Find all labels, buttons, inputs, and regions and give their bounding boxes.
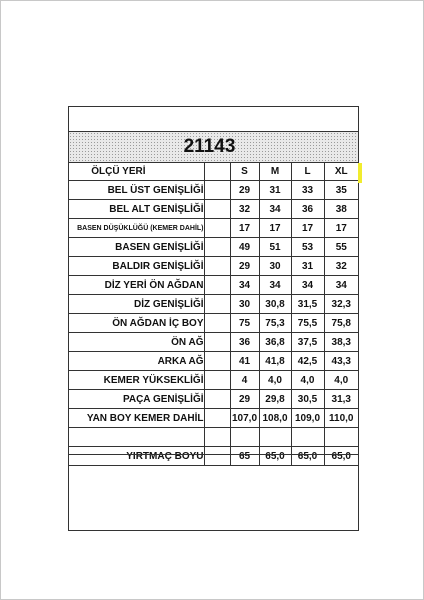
row-label: BEL ÜST GENİŞLİĞİ: [69, 181, 204, 200]
value-s: 29: [230, 257, 259, 276]
value-xl: 34: [324, 276, 358, 295]
value-l: 30,5: [291, 390, 324, 409]
value-s: 41: [230, 352, 259, 371]
empty-cell: [204, 371, 230, 390]
value-l: 109,0: [291, 409, 324, 428]
table-row: [69, 181, 358, 200]
value-l: 53: [291, 238, 324, 257]
table-header-row: [69, 162, 358, 181]
empty-cell: [204, 333, 230, 352]
table-row: [69, 276, 358, 295]
value-xl: 110,0: [324, 409, 358, 428]
row-label: YIRTMAÇ BOYU: [69, 447, 204, 466]
value-s: 107,0: [230, 409, 259, 428]
value-l: 34: [291, 276, 324, 295]
table-row: [69, 219, 358, 238]
value-m: 65,0: [259, 447, 291, 466]
value-l: 37,5: [291, 333, 324, 352]
empty-cell: [204, 447, 230, 466]
row-label: DİZ YERİ ÖN AĞDAN: [69, 276, 204, 295]
value-m: 4,0: [259, 371, 291, 390]
value-xl: 32: [324, 257, 358, 276]
empty-cell: [204, 428, 230, 447]
table-row: [69, 314, 358, 333]
value-m: 34: [259, 200, 291, 219]
value-m: 75,3: [259, 314, 291, 333]
row-label: BASEN DÜŞÜKLÜĞÜ (KEMER DAHİL): [69, 219, 204, 238]
row-label: BEL ALT GENİŞLİĞİ: [69, 200, 204, 219]
value-xl: 31,3: [324, 390, 358, 409]
value-xl: 4,0: [324, 371, 358, 390]
empty-cell: [204, 200, 230, 219]
row-label: PAÇA GENİŞLİĞİ: [69, 390, 204, 409]
highlight-cell-marker: [358, 163, 362, 183]
value-xl: 35: [324, 181, 358, 200]
table-row: [69, 371, 358, 390]
value-s: 75: [230, 314, 259, 333]
value-m: 29,8: [259, 390, 291, 409]
value-m: 31: [259, 181, 291, 200]
empty-cell: [291, 428, 324, 447]
table-row: [69, 352, 358, 371]
value-l: 33: [291, 181, 324, 200]
value-m: 36,8: [259, 333, 291, 352]
value-m: 34: [259, 276, 291, 295]
empty-cell: [204, 276, 230, 295]
table-bottom-rule: [69, 454, 358, 455]
empty-cell: [204, 181, 230, 200]
value-m: 41,8: [259, 352, 291, 371]
value-m: 30: [259, 257, 291, 276]
value-xl: 75,8: [324, 314, 358, 333]
value-m: 108,0: [259, 409, 291, 428]
value-s: 17: [230, 219, 259, 238]
empty-cell: [259, 428, 291, 447]
empty-cell: [324, 428, 358, 447]
row-label: ÖN AĞDAN İÇ BOY: [69, 314, 204, 333]
empty-cell: [204, 295, 230, 314]
value-s: 36: [230, 333, 259, 352]
size-chart-table: [69, 162, 358, 466]
size-chart-sheet: [68, 106, 359, 531]
value-m: 30,8: [259, 295, 291, 314]
empty-cell: [204, 352, 230, 371]
model-number: 21143: [183, 136, 236, 157]
empty-cell: [204, 390, 230, 409]
value-m: 51: [259, 238, 291, 257]
size-header-s: S: [230, 162, 259, 181]
value-s: 65: [230, 447, 259, 466]
value-s: 32: [230, 200, 259, 219]
value-l: 31: [291, 257, 324, 276]
size-header-xl: XL: [324, 162, 358, 181]
value-l: 31,5: [291, 295, 324, 314]
table-row: [69, 200, 358, 219]
table-row: [69, 333, 358, 352]
value-s: 4: [230, 371, 259, 390]
size-header-m: M: [259, 162, 291, 181]
table-row: [69, 390, 358, 409]
row-label: YAN BOY KEMER DAHİL: [69, 409, 204, 428]
value-s: 29: [230, 390, 259, 409]
value-s: 29: [230, 181, 259, 200]
row-label: ARKA AĞ: [69, 352, 204, 371]
empty-cell: [230, 428, 259, 447]
table-row: [69, 447, 358, 466]
value-s: 49: [230, 238, 259, 257]
table-row: [69, 257, 358, 276]
value-s: 30: [230, 295, 259, 314]
value-l: 4,0: [291, 371, 324, 390]
value-xl: 17: [324, 219, 358, 238]
value-xl: 43,3: [324, 352, 358, 371]
table-row-empty: [69, 428, 358, 447]
table-row: [69, 295, 358, 314]
value-m: 17: [259, 219, 291, 238]
row-label: DİZ GENİŞLİĞİ: [69, 295, 204, 314]
empty-cell: [204, 238, 230, 257]
empty-cell: [204, 219, 230, 238]
empty-cell: [204, 409, 230, 428]
empty-cell: [204, 257, 230, 276]
value-xl: 38,3: [324, 333, 358, 352]
empty-cell: [204, 162, 230, 181]
row-label: BASEN GENİŞLİĞİ: [69, 238, 204, 257]
row-label: KEMER YÜKSEKLİĞİ: [69, 371, 204, 390]
empty-cell: [204, 314, 230, 333]
measurement-column-header: ÖLÇÜ YERİ: [69, 162, 204, 181]
value-xl: 32,3: [324, 295, 358, 314]
value-l: 17: [291, 219, 324, 238]
value-l: 65,0: [291, 447, 324, 466]
value-xl: 65,0: [324, 447, 358, 466]
value-xl: 38: [324, 200, 358, 219]
value-l: 42,5: [291, 352, 324, 371]
value-s: 34: [230, 276, 259, 295]
table-row: [69, 238, 358, 257]
empty-cell: [69, 428, 204, 447]
row-label: ÖN AĞ: [69, 333, 204, 352]
size-header-l: L: [291, 162, 324, 181]
row-label: BALDIR GENİŞLİĞİ: [69, 257, 204, 276]
value-l: 36: [291, 200, 324, 219]
value-l: 75,5: [291, 314, 324, 333]
table-row: [69, 409, 358, 428]
value-xl: 55: [324, 238, 358, 257]
model-number-header: [69, 131, 358, 163]
